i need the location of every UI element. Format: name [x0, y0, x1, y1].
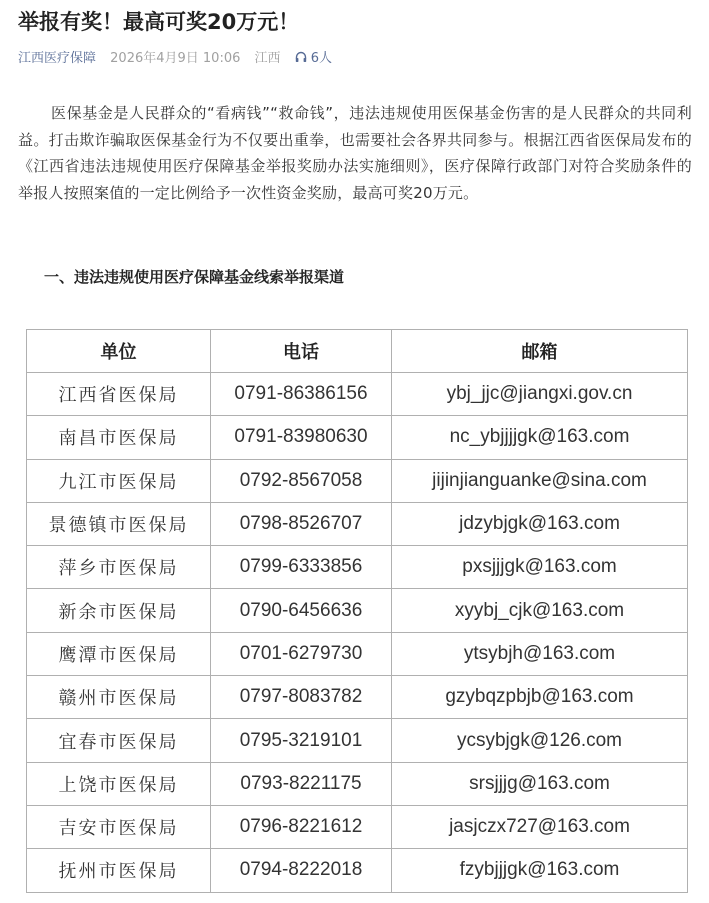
phone-cell: 0790-6456636 [211, 589, 392, 632]
unit-cell: 赣州市医保局 [27, 676, 211, 719]
email-cell: ybj_jjc@jiangxi.gov.cn [392, 373, 688, 416]
table-row [27, 546, 688, 589]
header-phone: 电话 [211, 330, 392, 373]
phone-cell: 0792-8567058 [211, 459, 392, 502]
unit-cell: 江西省医保局 [27, 373, 211, 416]
unit-cell: 吉安市医保局 [27, 805, 211, 848]
report-channels-table [26, 329, 688, 893]
intro-paragraph: 医保基金是人民群众的“看病钱”“救命钱”，违法违规使用医保基金伤害的是人民群众的共同利益。打击欺诈骗取医保基金行为不仅要出重拳，也需要社会各界共同参与。根据江西省医保局发布的《江西省违法违规使用医疗保障基金举报奖励办法实施细则》，医疗保障行政部门对符合奖励条件的举报人按照案值的一定比例给予一次性资金奖励，最高可奖20万元。 [18, 104, 692, 202]
table-row [27, 373, 688, 416]
section-heading: 一、违法违规使用医疗保障基金线索举报渠道 [44, 268, 345, 286]
email-cell: jasjczx727@163.com [392, 805, 688, 848]
email-cell: pxsjjjgk@163.com [392, 546, 688, 589]
table-header-row [27, 330, 688, 373]
email-cell: gzybqzpbjb@163.com [392, 676, 688, 719]
table-row [27, 676, 688, 719]
article-meta [18, 49, 332, 69]
email-cell: ytsybjh@163.com [392, 632, 688, 675]
phone-cell: 0791-86386156 [211, 373, 392, 416]
unit-cell: 宜春市医保局 [27, 719, 211, 762]
email-cell: srsjjjg@163.com [392, 762, 688, 805]
email-cell: nc_ybjjjjgk@163.com [392, 416, 688, 459]
phone-cell: 0701-6279730 [211, 632, 392, 675]
phone-cell: 0795-3219101 [211, 719, 392, 762]
unit-cell: 萍乡市医保局 [27, 546, 211, 589]
publish-date: 2026年4月9日 10:06 [110, 51, 241, 66]
table-row [27, 459, 688, 502]
phone-cell: 0798-8526707 [211, 502, 392, 545]
email-cell: fzybjjjgk@163.com [392, 849, 688, 892]
table-row [27, 805, 688, 848]
table-row [27, 589, 688, 632]
header-unit: 单位 [27, 330, 211, 373]
unit-cell: 抚州市医保局 [27, 849, 211, 892]
phone-cell: 0794-8222018 [211, 849, 392, 892]
table-row [27, 416, 688, 459]
phone-cell: 0796-8221612 [211, 805, 392, 848]
headphone-icon [295, 51, 307, 63]
table-row [27, 719, 688, 762]
email-cell: ycsybjgk@126.com [392, 719, 688, 762]
header-email: 邮箱 [392, 330, 688, 373]
article-title: 举报有奖！最高可奖20万元！ [18, 10, 300, 34]
email-cell: jdzybjgk@163.com [392, 502, 688, 545]
unit-cell: 上饶市医保局 [27, 762, 211, 805]
listen-count-button[interactable] [295, 51, 332, 66]
email-cell: xyybj_cjk@163.com [392, 589, 688, 632]
unit-cell: 景德镇市医保局 [27, 502, 211, 545]
unit-cell: 新余市医保局 [27, 589, 211, 632]
unit-cell: 南昌市医保局 [27, 416, 211, 459]
table-row [27, 502, 688, 545]
table-row [27, 849, 688, 892]
listen-count: 6人 [310, 51, 332, 66]
phone-cell: 0797-8083782 [211, 676, 392, 719]
table-row [27, 762, 688, 805]
table-row [27, 632, 688, 675]
phone-cell: 0793-8221175 [211, 762, 392, 805]
unit-cell: 九江市医保局 [27, 459, 211, 502]
phone-cell: 0799-6333856 [211, 546, 392, 589]
email-cell: jijinjianguanke@sina.com [392, 459, 688, 502]
phone-cell: 0791-83980630 [211, 416, 392, 459]
account-name-link[interactable]: 江西医疗保障 [18, 51, 97, 66]
unit-cell: 鹰潭市医保局 [27, 632, 211, 675]
publish-region: 江西 [254, 51, 281, 66]
